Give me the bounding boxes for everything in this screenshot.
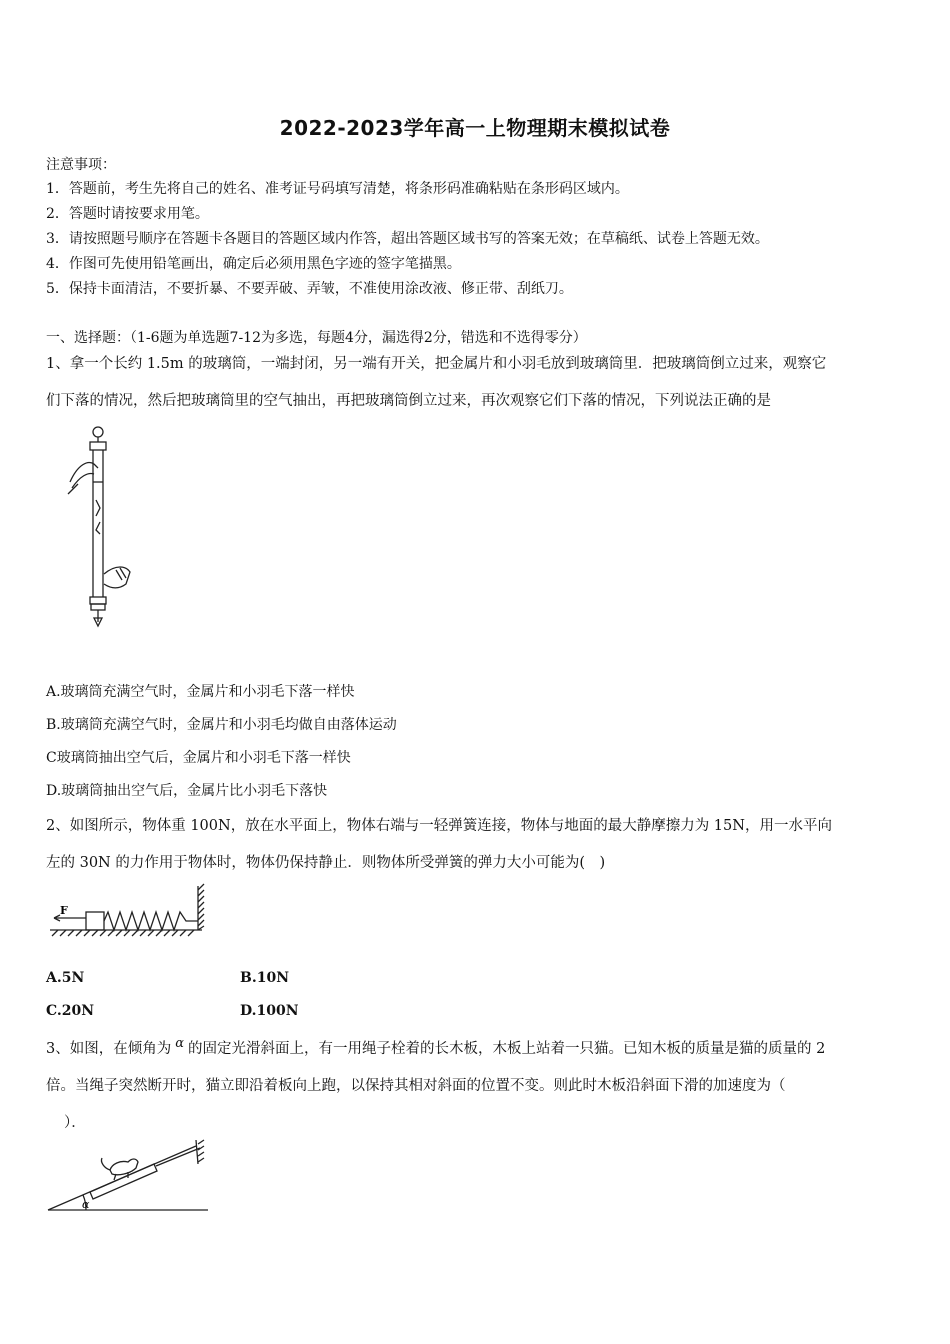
notice-item: 4．作图可先使用铅笔画出，确定后必须用黑色字迹的签字笔描黑。 <box>46 256 461 272</box>
q2-option-b: B.10N <box>240 970 289 986</box>
q1-stem-line: 1、拿一个长约 1.5m 的玻璃筒，一端封闭，另一端有开关，把金属片和小羽毛放到玻璃筒里．把玻璃筒倒立过来，观察它 <box>46 356 827 372</box>
q1-option-c: C玻璃筒抽出空气后，金属片和小羽毛下落一样快 <box>46 750 351 766</box>
q1-option-d: D.玻璃筒抽出空气后，金属片比小羽毛下落快 <box>46 783 328 799</box>
q3-stem-part: 的固定光滑斜面上，有一用绳子栓着的长木板，木板上站着一只猫。已知木板的质量是猫的质量的 2 <box>188 1041 826 1057</box>
glass-tube-figure <box>60 422 140 637</box>
angle-label: α <box>82 1198 90 1211</box>
q1-option-b: B.玻璃筒充满空气时，金属片和小羽毛均做自由落体运动 <box>46 717 397 733</box>
spring-block-figure <box>46 880 216 942</box>
q2-option-d: D.100N <box>240 1003 299 1019</box>
q3-stem-line <box>46 1037 825 1058</box>
force-label: F <box>60 904 68 917</box>
q2-option-c: C.20N <box>46 1003 95 1019</box>
notice-heading: 注意事项： <box>46 157 116 173</box>
notice-item: 1．答题前，考生先将自己的姓名、准考证号码填写清楚，将条形码准确粘贴在条形码区域内。 <box>46 181 629 197</box>
page-title: 2022-2023学年高一上物理期末模拟试卷 <box>279 116 671 140</box>
q3-stem-line: 倍。当绳子突然断开时，猫立即沿着板向上跑，以保持其相对斜面的位置不变。则此时木板沿斜面下滑的加速度为（ <box>46 1078 786 1094</box>
alpha-symbol: α <box>175 1036 185 1051</box>
q1-option-a: A.玻璃筒充满空气时，金属片和小羽毛下落一样快 <box>46 684 355 700</box>
notice-item: 2．答题时请按要求用笔。 <box>46 206 209 222</box>
q1-stem-line: 们下落的情况，然后把玻璃筒里的空气抽出，再把玻璃筒倒立过来，再次观察它们下落的情况，下列说法正确的是 <box>46 393 771 409</box>
notice-item: 5．保持卡面清洁，不要折暴、不要弄破、弄皱，不准使用涂改液、修正带、刮纸刀。 <box>46 281 573 297</box>
q3-stem-line: ）． <box>64 1115 86 1131</box>
notice-item: 3．请按照题号顺序在答题卡各题目的答题区域内作答，超出答题区域书写的答案无效；在草稿纸、试卷上答题无效。 <box>46 231 769 247</box>
q2-stem-line: 2、如图所示，物体重 100N，放在水平面上，物体右端与一轻弹簧连接，物体与地面的最大静摩擦力为 15N，用一水平向 <box>46 818 832 834</box>
incline-figure <box>46 1140 216 1216</box>
q3-stem-part: 3、如图，在倾角为 <box>46 1041 172 1057</box>
q2-option-a: A.5N <box>46 970 85 986</box>
section-heading: 一、选择题：（1-6题为单选题7-12为多选，每题4分，漏选得2分，错选和不选得零分） <box>46 330 587 346</box>
q2-stem-line: 左的 30N 的力作用于物体时，物体仍保持静止．则物体所受弹簧的弹力大小可能为( ) <box>46 855 606 871</box>
